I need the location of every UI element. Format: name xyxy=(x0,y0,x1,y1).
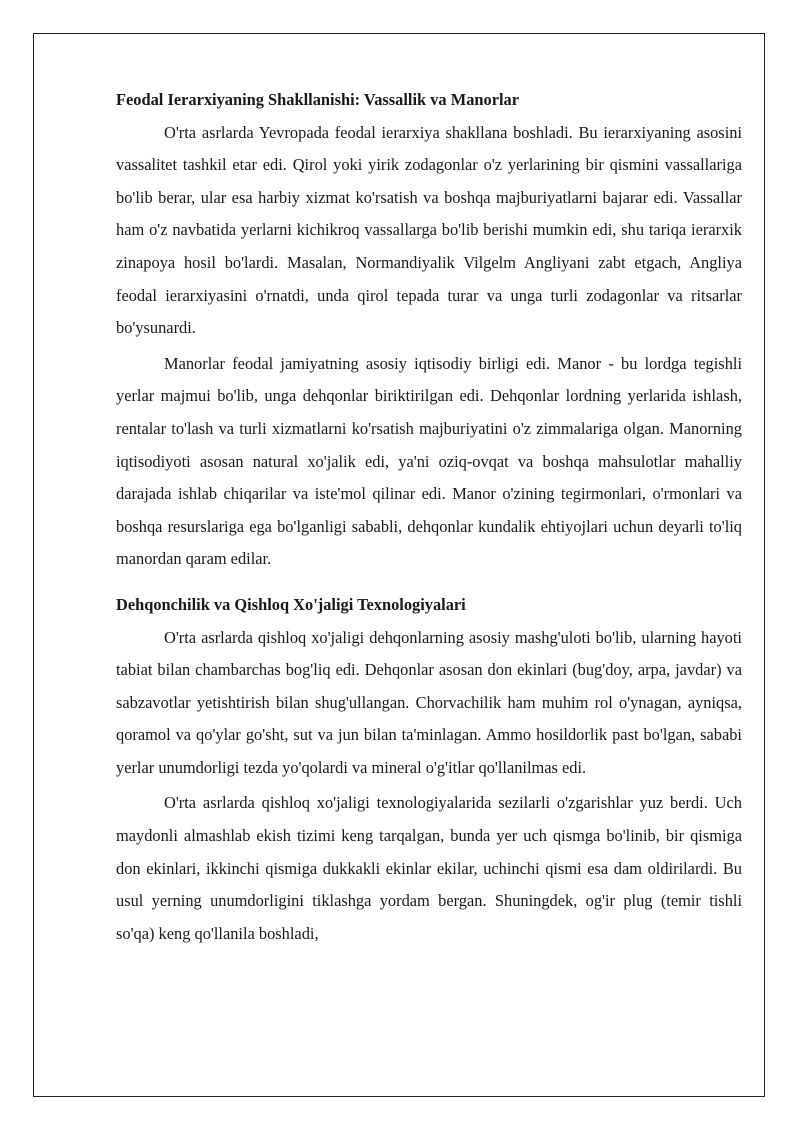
section-heading-agriculture: Dehqonchilik va Qishloq Xo'jaligi Texnologiyalari xyxy=(116,594,466,614)
section-heading-feudal-hierarchy: Feodal Ierarxiyaning Shakllanishi: Vassallik va Manorlar xyxy=(116,90,520,109)
paragraph-agri-technology: O'rta asrlarda qishloq xo'jaligi texnologiyalarida sezilarli o'zgarishlar yuz berdi. Uch maydonli almashlab ekish tizimi keng tarqalgan, bunda yer uch qismga bo'linib, bir qismiga don ekinlari, ikkinchi qismiga dukkakli ekinlar ekilar, uchinchi qismi esa dam oldirilardi. Bu usul yerning unumdorligini tiklashga yordam bergan. Shuningdek, og'ir plug (temir tishli so'qa) keng qo'llanila boshladi, xyxy=(116,793,742,943)
paragraph-vassalage: O'rta asrlarda Yevropada feodal ierarxiya shakllana boshladi. Bu ierarxiyaning asosini vassalitet tashkil etar edi. Qirol yoki yirik zodagonlar o'z yerlarining bir qismini vassallariga bo'lib berar, ular esa harbiy xizmat ko'rsatish va boshqa majburiyatlarni bajarar edi. Vassallar ham o'z navbatida yerlarni kichikroq vassallarga bo'lib berishi mumkin edi, shu tariqa ierarxik zinapoya hosil bo'lardi. Masalan, Normandiyalik Vilgelm Angliyani zabt etgach, Angliya feodal ierarxiyasini o'rnatdi, unda qirol tepada turar va unga turli zodagonlar va ritsarlar bo'ysunardi. xyxy=(116,122,742,338)
paragraph-manors: Manorlar feodal jamiyatning asosiy iqtisodiy birligi edi. Manor - bu lordga tegishli yerlar majmui bo'lib, unga dehqonlar biriktirilgan edi. Dehqonlar lordning yerlarida ishlash, rentalar to'lash va turli xizmatlarni ko'rsatish majburiyatini o'z zimmalariga olgan. Manorning iqtisodiyoti asosan natural xo'jalik edi, ya'ni oziq-ovqat va boshqa mahsulotlar mahalliy darajada ishlab chiqarilar va iste'mol qilinar edi. Manor o'zining tegirmonlari, o'rmonlari va boshqa resurslariga ega bo'lganligi sababli, dehqonlar kundalik ehtiyojlari uchun deyarli to'liq manordan qaram edilar. xyxy=(116,353,742,569)
paragraph-farming: O'rta asrlarda qishloq xo'jaligi dehqonlarning asosiy mashg'uloti bo'lib, ularning hayoti tabiat bilan chambarchas bog'liq edi. Dehqonlar asosan don ekinlari (bug'doy, arpa, javdar) va sabzavotlar yetishtirish bilan shug'ullangan. Chorvachilik ham muhim rol o'ynagan, ayniqsa, qoramol va qo'ylar go'sht, sut va jun bilan ta'minlagan. Ammo hosildorlik past bo'lgan, sababi yerlar unumdorligi tezda yo'qolardi va mineral o'g'itlar qo'llanilmas edi. xyxy=(116,627,742,777)
document-body xyxy=(116,84,742,953)
